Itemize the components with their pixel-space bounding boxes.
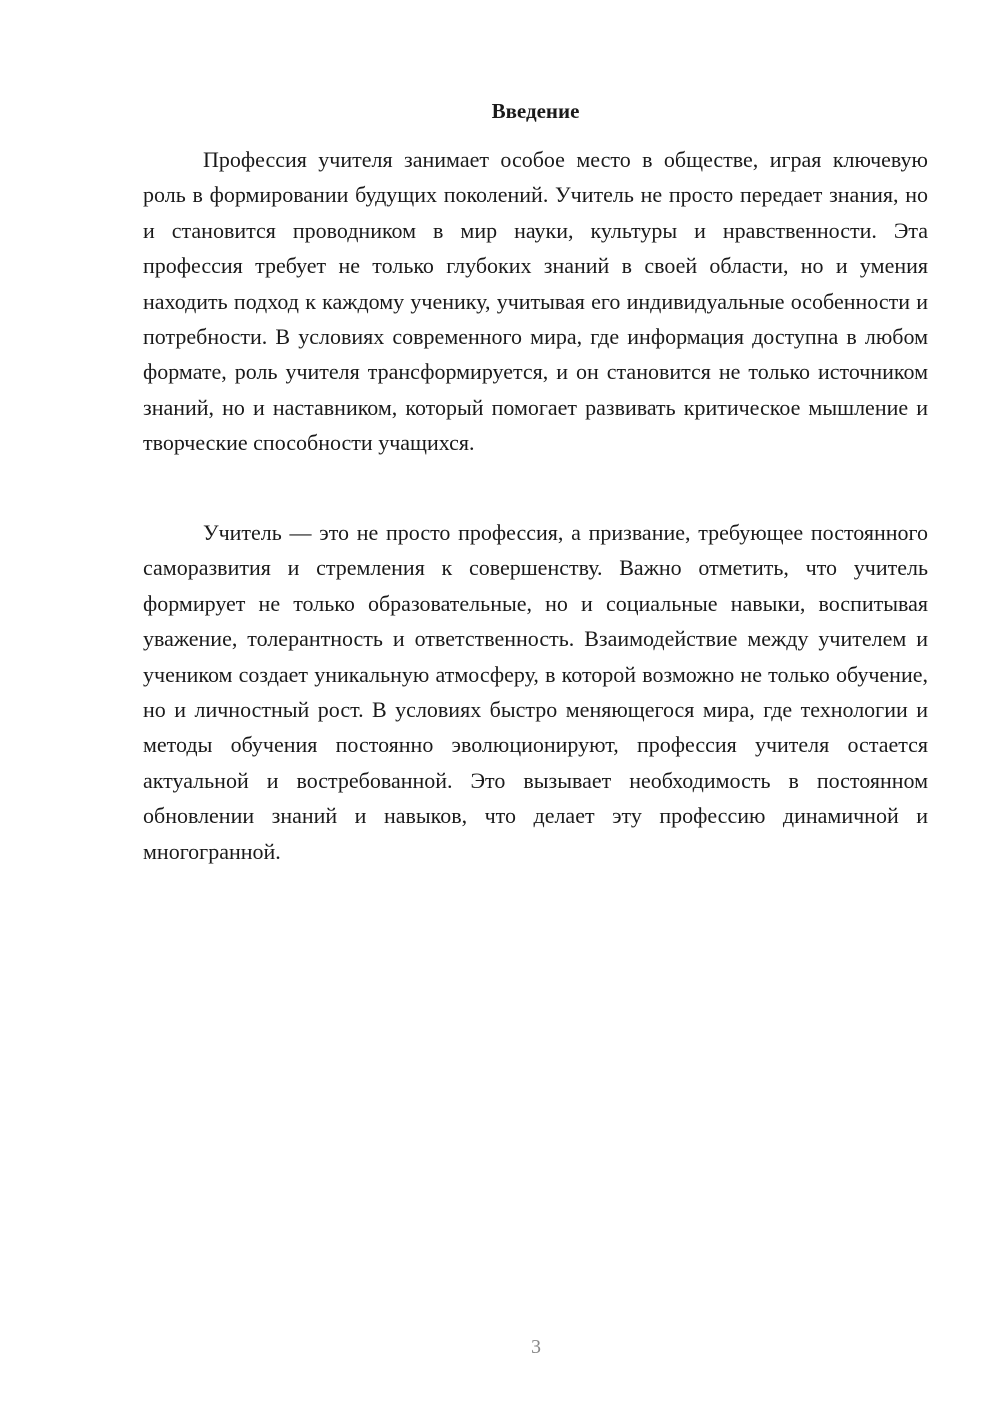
- body-paragraph: Профессия учителя занимает особое место в обществе, играя ключевую роль в формировании будущих поколений. Учитель не просто передает знания, но и становится проводником в мир науки, культуры и нравственности. Эта профессия требует не только глубоких знаний в своей области, но и умения находить подход к каждому ученику, учитывая его индивидуальные особенности и потребности. В условиях современного мира, где информация доступна в любом формате, роль учителя трансформируется, и он становится не только источником знаний, но и наставником, который помогает развивать критическое мышление и творческие способности учащихся.: [143, 147, 928, 456]
- page-number: 3: [531, 1336, 541, 1358]
- body-paragraph: Учитель — это не просто профессия, а призвание, требующее постоянного саморазвития и стремления к совершенству. Важно отметить, что учитель формирует не только образовательные, но и социальные навыки, воспитывая уважение, толерантность и ответственность. Взаимодействие между учителем и учеником создает уникальную атмосферу, в которой возможно не только обучение, но и личностный рост. В условиях быстро меняющегося мира, где технологии и методы обучения постоянно эволюционируют, профессия учителя остается актуальной и востребованной. Это вызывает необходимость в постоянном обновлении знаний и навыков, что делает эту профессию динамичной и многогранной.: [143, 520, 928, 864]
- section-title: Введение: [491, 99, 580, 123]
